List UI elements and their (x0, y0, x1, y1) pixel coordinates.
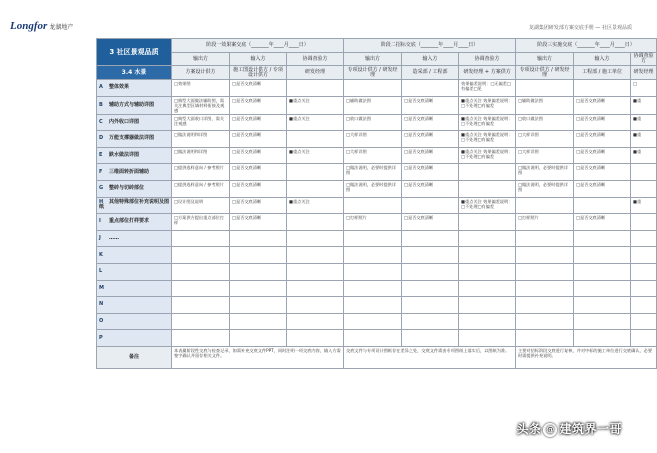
table-cell (402, 197, 459, 214)
section-title: 3 社区景观品质 (97, 39, 172, 66)
table-cell (631, 180, 657, 197)
table-cell: □是否交底清晰 (230, 147, 287, 164)
row-label (97, 147, 172, 164)
table-cell: □是否交底清晰 (230, 180, 287, 197)
party-header-7: 专项设计供方 / 研发经理 (516, 66, 574, 80)
table-cell (516, 263, 574, 280)
table-cell (287, 313, 344, 330)
table-cell: □效果图 (172, 80, 230, 97)
table-row (97, 330, 657, 347)
table-cell: ■重点关注 效果偏差说明：□不处理□有偏差 (459, 147, 516, 164)
table-cell (516, 80, 574, 97)
table-cell (516, 197, 574, 214)
role-header-2: 输入方 (230, 53, 287, 66)
role-header-4: 输出方 (344, 53, 402, 66)
row-letter: I (99, 218, 101, 225)
table-cell: □是否交底清晰 (574, 96, 631, 114)
table-row (97, 147, 657, 164)
document-title: 龙湖集团研发部方案交底手册 — 社区景观品质 (528, 25, 632, 31)
table-cell (230, 313, 287, 330)
table-cell: □做法说明，必要时提供详图 (344, 164, 402, 181)
table-cell (344, 80, 402, 97)
table-cell: □大样详图 (516, 131, 574, 148)
table-row (97, 214, 657, 231)
row-title: 内外收口详图 (109, 118, 140, 125)
table-cell: □是否交底清晰 (402, 147, 459, 164)
row-title: 跌水做法详图 (109, 152, 140, 159)
table-cell: □做法说明和详图 (172, 131, 230, 148)
table-cell: □做法说明，必要时提供详图 (344, 180, 402, 197)
table-cell: ■重 (631, 197, 657, 214)
table-cell: □是否交底清晰 (574, 164, 631, 181)
table-cell: □是否交底清晰 (402, 114, 459, 131)
table-cell (574, 247, 631, 264)
table-cell: □做法说明，必要时提供详图 (516, 164, 574, 181)
table-cell: ■重点关注 (287, 96, 344, 114)
row-label (97, 114, 172, 131)
table-cell: □方案供方提出重点部位打样 (172, 214, 230, 231)
table-cell: □是否交底清晰 (402, 96, 459, 114)
table-cell (230, 247, 287, 264)
table-cell (287, 80, 344, 97)
table-cell: ■重点关注 效果偏差说明：□不处理□有偏差 (459, 197, 516, 214)
row-label (97, 214, 172, 231)
stage-3-header: 阶段三实施交底（_______年____月____日） (516, 39, 657, 53)
table-cell (287, 247, 344, 264)
row-letter: K (99, 251, 103, 258)
table-cell (172, 280, 230, 297)
table-cell (344, 330, 402, 347)
table-cell (516, 230, 574, 247)
table-cell (287, 180, 344, 197)
row-letter: M (99, 284, 104, 291)
table-cell (344, 197, 402, 214)
table-cell: □打样照片 (516, 214, 574, 231)
role-header-3: 协调查验方 (287, 53, 344, 66)
row-label (97, 330, 172, 347)
table-row (97, 164, 657, 181)
table-cell (402, 313, 459, 330)
table-cell: □辅助做法图 (516, 96, 574, 114)
table-cell (287, 164, 344, 181)
role-header-5: 输入方 (402, 53, 459, 66)
table-cell (459, 230, 516, 247)
row-title: 整砖与切砖部位 (109, 185, 145, 192)
table-cell (172, 330, 230, 347)
table-cell: □是否交底清晰 (230, 131, 287, 148)
table-cell: □是否交底清晰 (574, 131, 631, 148)
table-cell: □收口做法图 (344, 114, 402, 131)
row-label (97, 297, 172, 314)
table-cell: □大样详图 (344, 147, 402, 164)
party-header-1: 方案设计供方 (172, 66, 230, 80)
table-cell: ■重 (631, 131, 657, 148)
table-cell (287, 297, 344, 314)
table-cell (230, 280, 287, 297)
table-cell: □是否交底清晰 (574, 180, 631, 197)
row-title: 三维面转折面辅助 (109, 168, 150, 175)
table-cell: □是否交底清晰 (230, 214, 287, 231)
table-cell: □是否交底清晰 (574, 114, 631, 131)
table-cell (574, 297, 631, 314)
table-cell: □是否交底清晰 (574, 147, 631, 164)
table-cell: ■重点关注 (287, 147, 344, 164)
table-cell: □是否交底清晰 (402, 214, 459, 231)
table-cell (402, 280, 459, 297)
table-cell: □大样详图 (344, 131, 402, 148)
table-cell: □做法说明，必要时提供详图 (516, 180, 574, 197)
notes-row (97, 346, 657, 368)
table-cell (459, 247, 516, 264)
table-cell: □做法说明和详图 (172, 147, 230, 164)
table-cell (459, 263, 516, 280)
row-label (97, 96, 172, 114)
table-cell: 效果偏差说明：□无偏差□有偏差□见 (459, 80, 516, 97)
note-text-3: 主要对招标阶段交底进行复核，并对中标的施工单位进行交底确认，必要时需提供补充说明。 (516, 346, 657, 368)
table-cell: □是否交底清晰 (574, 214, 631, 231)
table-row (97, 263, 657, 280)
notes-label: 备注 (97, 346, 172, 368)
row-label (97, 247, 172, 264)
table-cell: □是否交底清晰 (230, 164, 287, 181)
table-cell (516, 330, 574, 347)
table-cell (344, 230, 402, 247)
row-label (97, 131, 172, 148)
table-cell: ■重点关注 (287, 114, 344, 131)
role-header-row (97, 53, 657, 66)
table-cell: □提供选样意向 / 参考照片 (172, 180, 230, 197)
table-cell (172, 247, 230, 264)
table-cell (230, 330, 287, 347)
table-cell (230, 297, 287, 314)
table-cell (230, 230, 287, 247)
row-label (97, 230, 172, 247)
delivery-checklist-table (96, 38, 657, 369)
table-cell: ■重 (631, 96, 657, 114)
table-cell (402, 330, 459, 347)
row-title: 重点部位打样要求 (109, 218, 150, 225)
row-title: 整体效果 (109, 84, 130, 91)
party-header-3: 研发经理 (287, 66, 344, 80)
table-cell: □典型大面做法辅助图，需关注典型区域材料衔接及观感 (172, 96, 230, 114)
table-row (97, 114, 657, 131)
table-cell: □辅助做法图 (344, 96, 402, 114)
row-label (97, 80, 172, 97)
table-cell (344, 263, 402, 280)
table-cell (344, 313, 402, 330)
logo-cn: 龙湖地产 (49, 24, 74, 31)
role-header-9: 协调查验方 (631, 53, 657, 66)
row-letter: C (99, 118, 103, 125)
table-cell (516, 247, 574, 264)
table-row (97, 80, 657, 97)
row-letter: B (99, 101, 103, 108)
table-cell: ■重点关注 效果偏差说明：□不处理□有偏差 (459, 114, 516, 131)
role-header-6: 协调查验方 (459, 53, 516, 66)
row-title: 其他特殊部位补充说明及图纸 (99, 199, 170, 211)
table-row (97, 297, 657, 314)
table-cell (574, 313, 631, 330)
table-cell (402, 80, 459, 97)
role-header-1: 输出方 (172, 53, 230, 66)
table-row (97, 280, 657, 297)
table-cell: □提供选样意向 / 参考照片 (172, 164, 230, 181)
logo-text: Longfor (10, 20, 48, 32)
table-cell (574, 263, 631, 280)
table-cell (287, 280, 344, 297)
table-cell (230, 263, 287, 280)
table-row (97, 313, 657, 330)
table-cell (631, 330, 657, 347)
table-cell (574, 280, 631, 297)
party-header-9: 研发经理 (631, 66, 657, 80)
table-cell (574, 330, 631, 347)
table-cell: □是否交底清晰 (230, 197, 287, 214)
table-cell: □大样详图 (516, 147, 574, 164)
table-cell (344, 297, 402, 314)
party-header-row (97, 66, 657, 80)
row-title: …… (109, 235, 119, 242)
table-cell (574, 197, 631, 214)
subsection-title: 3.4 水景 (97, 66, 172, 80)
watermark-prefix: 头条 (516, 422, 542, 436)
party-header-8: 工程部 / 施工单位 (574, 66, 631, 80)
table-cell (516, 280, 574, 297)
table-cell: □是否交底清晰 (402, 180, 459, 197)
table-row (97, 96, 657, 114)
role-header-7: 输出方 (516, 53, 574, 66)
row-label (97, 164, 172, 181)
table-cell: □ (631, 80, 657, 97)
row-letter: F (99, 168, 103, 175)
stage-1-header: 阶段一效果案交底（_______年____月____日） (172, 39, 344, 53)
table-row (97, 131, 657, 148)
table-cell (631, 280, 657, 297)
table-cell (287, 131, 344, 148)
party-header-6: 研发经理 + 方案供方 (459, 66, 516, 80)
table-cell: □典型大面收口详图，需关注观感 (172, 114, 230, 131)
row-title: 万能支撑器做法详图 (109, 135, 155, 142)
table-cell: ■重点关注 效果偏差说明：□不处理□有偏差 (459, 131, 516, 148)
row-letter: E (99, 152, 103, 159)
table-cell (459, 297, 516, 314)
role-header-8: 输入方 (574, 53, 631, 66)
stage-header-row (97, 39, 657, 53)
table-cell: ■重 (631, 114, 657, 131)
table-cell: ■重点关注 (287, 197, 344, 214)
table-cell: □是否交底清晰 (402, 164, 459, 181)
table-cell (172, 263, 230, 280)
table-cell (459, 313, 516, 330)
table-cell (631, 164, 657, 181)
party-header-4: 专项设计供方 / 研发经理 (344, 66, 402, 80)
note-text-2: 交底文件与专项设计图纸存在差异之处，交底文件需由专项图纸上落实后，以图纸为准。 (344, 346, 516, 368)
table-cell: ■重 (631, 147, 657, 164)
table-cell (287, 214, 344, 231)
row-label (97, 280, 172, 297)
row-label (97, 313, 172, 330)
watermark (516, 420, 622, 437)
row-letter: N (99, 301, 104, 308)
table-cell (574, 230, 631, 247)
table-row (97, 180, 657, 197)
table-cell (172, 230, 230, 247)
table-row (97, 230, 657, 247)
table-cell (172, 297, 230, 314)
row-letter: J (99, 235, 101, 242)
table-cell (287, 263, 344, 280)
row-label (97, 180, 172, 197)
table-cell (402, 263, 459, 280)
row-letter: L (99, 268, 103, 275)
table-cell: □是否交底清晰 (230, 96, 287, 114)
row-title: 辅助方式与辅助详图 (109, 101, 155, 108)
table-cell (172, 313, 230, 330)
table-cell (459, 214, 516, 231)
stage-2-header: 阶段二招标交底（_______年____月____日） (344, 39, 516, 53)
table-cell: □是否交底清晰 (230, 114, 287, 131)
row-letter: D (99, 135, 104, 142)
table-cell: □打样照片 (344, 214, 402, 231)
table-cell: □收口做法图 (516, 114, 574, 131)
table-cell (631, 247, 657, 264)
table-cell (631, 297, 657, 314)
row-label (97, 197, 172, 214)
row-letter: O (99, 318, 104, 325)
row-label (97, 263, 172, 280)
row-letter: P (99, 334, 103, 341)
watermark-account: 建筑界一哥 (559, 422, 622, 436)
table-cell (459, 330, 516, 347)
note-text-1: 本表属阶段性交底与检查记录，如需补充交底文件PPT，同时注明一项交底内容，输入方需签字确认并留存相关文件。 (172, 346, 344, 368)
company-logo (10, 20, 73, 32)
at-icon: @ (543, 423, 557, 437)
table-cell (459, 180, 516, 197)
party-header-2: 施工图设计供方 / 专项设计供方 (230, 66, 287, 80)
table-cell (344, 280, 402, 297)
table-cell (287, 230, 344, 247)
table-cell (459, 164, 516, 181)
table-cell (631, 263, 657, 280)
table-row (97, 197, 657, 214)
row-letter: A (99, 84, 103, 91)
table-cell (631, 214, 657, 231)
table-cell: □设计图及说明 (172, 197, 230, 214)
table-row (97, 247, 657, 264)
table-cell (574, 80, 631, 97)
table-cell (516, 313, 574, 330)
party-header-5: 造采部 / 工程部 (402, 66, 459, 80)
table-cell (459, 280, 516, 297)
row-letter: H (99, 199, 104, 206)
table-cell (344, 247, 402, 264)
table-cell (402, 297, 459, 314)
table-cell (516, 297, 574, 314)
row-letter: G (99, 185, 104, 192)
table-cell (402, 230, 459, 247)
table-cell (402, 247, 459, 264)
table-cell: ■重点关注 效果偏差说明：□不处理□有偏差 (459, 96, 516, 114)
table-cell: □是否交底清晰 (230, 80, 287, 97)
table-cell: □是否交底清晰 (402, 131, 459, 148)
table-cell (287, 330, 344, 347)
table-cell (631, 230, 657, 247)
table-cell (631, 313, 657, 330)
